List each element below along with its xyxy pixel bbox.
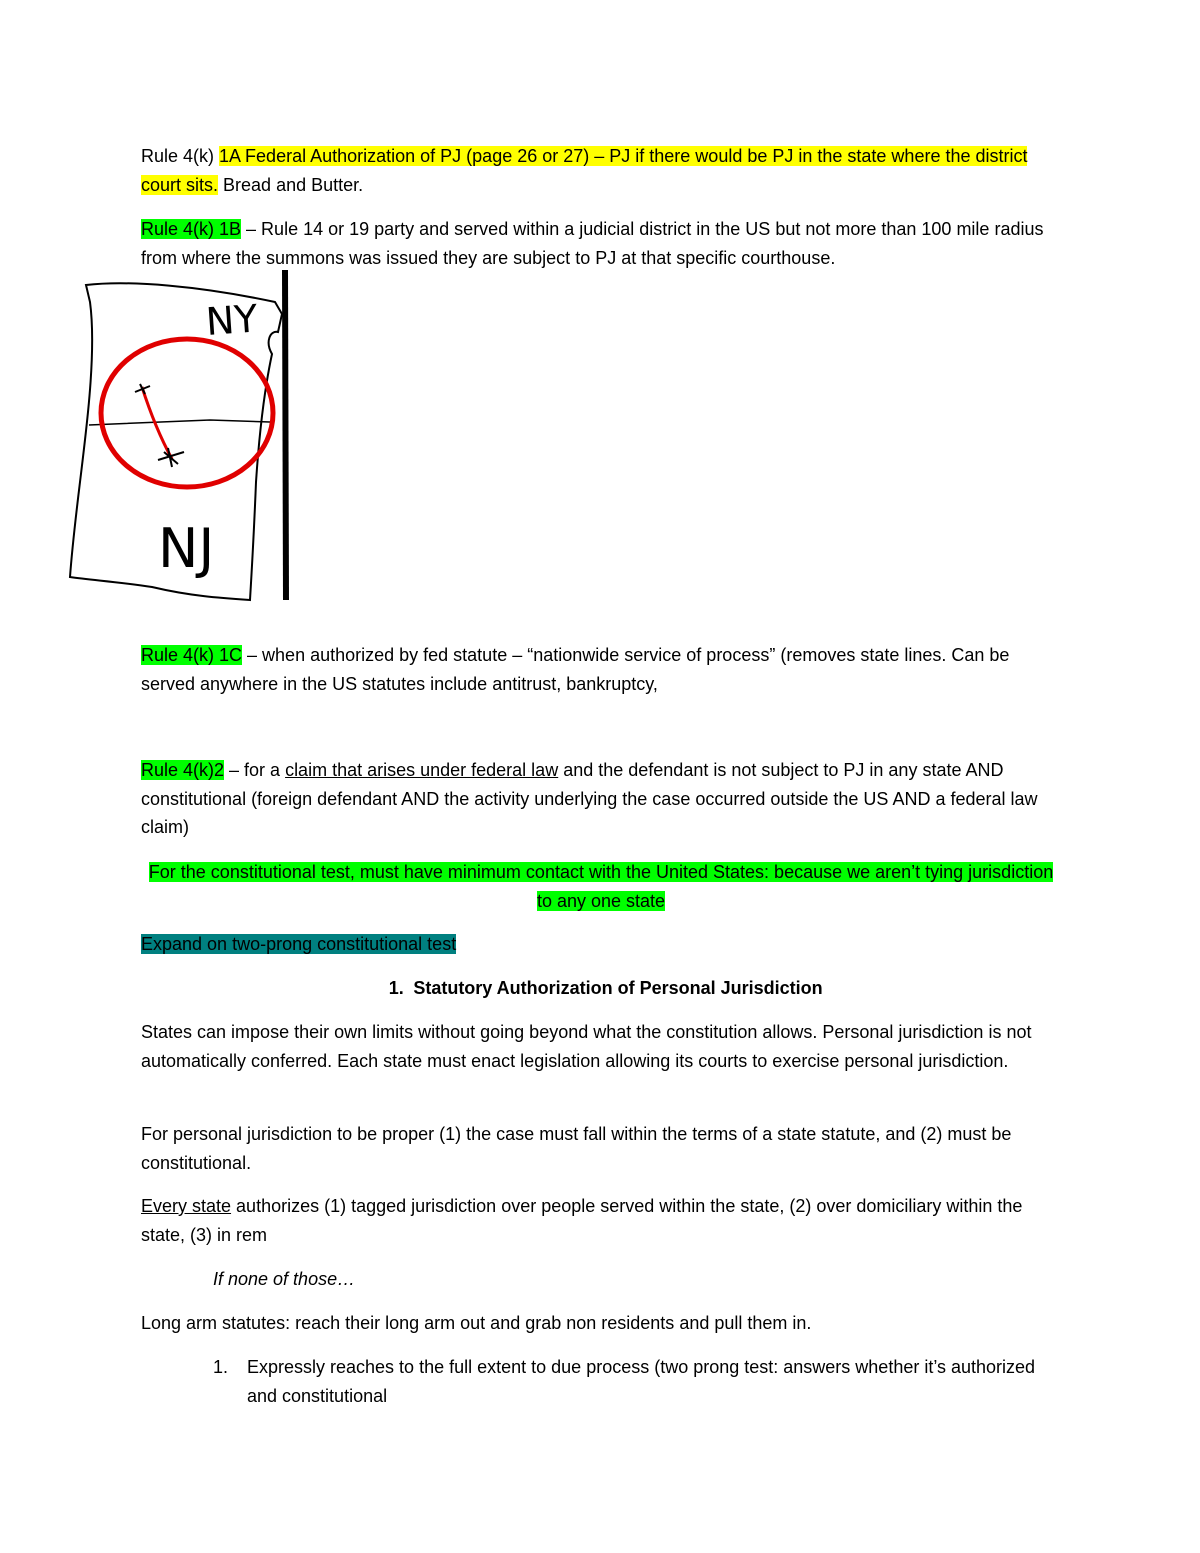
underlined-text: claim that arises under federal law: [285, 760, 559, 780]
paragraph-text: If none of those…: [213, 1269, 356, 1289]
paragraph-text: States can impose their own limits without going beyond what the constitution allows. Personal jurisdiction is not automatically conferred. Each state must enact legislation allowing its courts to exercise personal jurisdiction.: [141, 1022, 1032, 1071]
paragraph-text: – Rule 14 or 19 party and served within a judicial district in the US but not more than 100 mile radius from where the summons was issued they are subject to PJ at that specific courthouse.: [141, 219, 1044, 268]
state-label-top: NY: [204, 296, 260, 344]
paragraph-text: For personal jurisdiction to be proper (1) the case must fall within the terms of a state statute, and (2) must be constitutional.: [141, 1124, 1012, 1173]
paragraph-tail: Bread and Butter.: [218, 174, 364, 195]
rule-4k-2-paragraph: [141, 756, 1061, 842]
handwritten-sketch: [60, 262, 300, 607]
party-mark: [158, 448, 184, 467]
state-label-bottom: NJ: [158, 517, 215, 580]
states-limits-paragraph: [141, 1018, 1061, 1075]
heading-number: 1.: [388, 978, 404, 998]
proper-pj-paragraph: [141, 1120, 1061, 1177]
highlighted-text: 1A Federal Authorization of PJ (page 26 or 27) – PJ if there would be PJ in the state where the district court sits.: [141, 146, 1028, 195]
radius-circle: [101, 339, 273, 487]
paragraph-text: Long arm statutes: reach their long arm out and grab non residents and pull them in.: [141, 1313, 812, 1333]
vertical-divider: [285, 270, 286, 600]
every-state-paragraph: [141, 1192, 1061, 1249]
paragraph-text: – when authorized by fed statute – “nationwide service of process” (removes state lines. Can be served anywhere in the US statutes include antitrust, bankruptcy,: [141, 645, 1010, 694]
expand-note: [141, 930, 1061, 959]
list-number: 1.: [213, 1357, 229, 1377]
underlined-text: Every state: [141, 1196, 232, 1216]
paragraph-text: and the defendant is not subject to PJ in any state AND constitutional (foreign defendant AND the activity underlying the case occurred outside the US AND a federal law claim): [141, 760, 1038, 837]
rule-4k-1c-paragraph: [141, 641, 1061, 698]
rule-label: Rule 4(k): [141, 146, 220, 166]
rule-label-highlight: Rule 4(k) 1C: [141, 645, 243, 665]
rule-label-highlight: Rule 4(k)2: [141, 760, 225, 780]
highlighted-text: For the constitutional test, must have minimum contact with the United States: because we aren’t tying jurisdiction to any one state: [148, 862, 1054, 911]
paragraph-text: authorizes (1) tagged jurisdiction over people served within the state, (2) over domiciliary within the state, (3) in rem: [141, 1196, 1023, 1245]
constitutional-test-note: [141, 858, 1061, 915]
rule-label-highlight: Rule 4(k) 1B: [141, 219, 242, 239]
border-line: [89, 420, 270, 425]
long-arm-paragraph: [141, 1309, 1061, 1338]
paragraph-text: – for a: [224, 760, 286, 780]
list-text: Expressly reaches to the full extent to due process (two prong test: answers whether it’s authorized and constitutional: [247, 1357, 1036, 1406]
if-none-note: [213, 1265, 1133, 1294]
list-item: [213, 1353, 1063, 1410]
highlighted-text: Expand on two-prong constitutional test: [141, 934, 457, 954]
section-heading: [141, 974, 1061, 1003]
rule-4k-1a-paragraph: [141, 142, 1061, 199]
heading-text: Statutory Authorization of Personal Jurisdiction: [413, 978, 823, 998]
